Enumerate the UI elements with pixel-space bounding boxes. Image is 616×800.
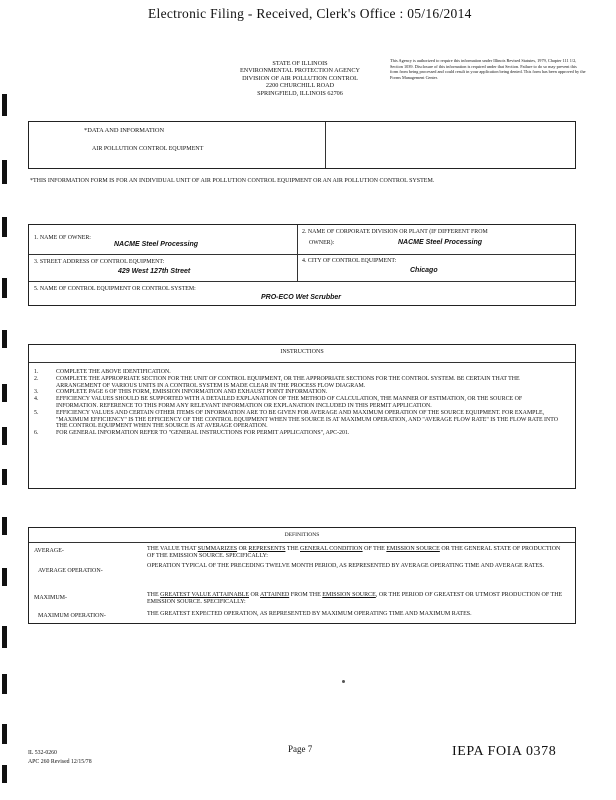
def-maximum-operation: THE GREATEST EXPECTED OPERATION, AS REPRESENTED BY MAXIMUM OPERATING TIME AND MAXIMUM RATES.: [147, 611, 472, 617]
scan-mark: [2, 674, 7, 694]
scan-mark: [2, 568, 7, 586]
form-revision: APC 260 Revised 12/15/78: [28, 759, 92, 765]
scan-mark: [2, 94, 7, 116]
scan-mark: [2, 517, 7, 535]
agency-name: ENVIRONMENTAL PROTECTION AGENCY: [240, 67, 360, 75]
address-value: 429 West 127th Street: [118, 268, 191, 275]
scan-mark: [2, 469, 7, 485]
scope-note: *THIS INFORMATION FORM IS FOR AN INDIVIDUAL UNIT OF AIR POLLUTION CONTROL EQUIPMENT OR AN AIR POLLUTION CONTROL SYSTEM.: [30, 178, 435, 184]
def-maximum: THE GREATEST VALUE ATTAINABLE OR ATTAINED FROM THE EMISSION SOURCE, OR THE PERIOD OF GREATEST OR UTMOST PRODUCTION OF THE EMISSION SOURCE. SPECIFICALLY:: [147, 592, 563, 605]
scan-mark: [2, 330, 7, 348]
scan-mark: [2, 427, 7, 445]
form-subtitle: AIR POLLUTION CONTROL EQUIPMENT: [92, 146, 204, 152]
equipment-label: 5. NAME OF CONTROL EQUIPMENT OR CONTROL SYSTEM:: [34, 286, 196, 292]
instruction-item: 4. EFFICIENCY VALUES SHOULD BE SUPPORTED WITH A DETAILED EXPLANATION OF THE METHOD OF CALCULATION, THE MANNER OF ESTIMATION, OR THE SOURCE OF INFORMATION. REFERENCE TO THIS FORM ANY RELEVANT INFORMATION OR EXPLANATION INCLUDED IN THIS PERMIT APPLICATION.: [34, 396, 523, 409]
term-average: AVERAGE-: [34, 548, 64, 554]
city-label: 4. CITY OF CONTROL EQUIPMENT:: [302, 258, 397, 264]
form-number: IL 532-0260: [28, 750, 57, 756]
division-label-cont: OWNER):: [309, 240, 335, 246]
city-value: Chicago: [410, 267, 438, 274]
instruction-item: 1. COMPLETE THE ABOVE IDENTIFICATION.: [34, 369, 171, 375]
owner-value: NACME Steel Processing: [114, 241, 199, 248]
address-label: 3. STREET ADDRESS OF CONTROL EQUIPMENT:: [34, 259, 165, 265]
agency-state: STATE OF ILLINOIS: [272, 60, 328, 67]
disclosure-notice: This Agency is authorized to require this information under Illinois Revised Statutes, 1979, Chapter 111 1/2, Section 1039. Disclosure of this information is required under that Section. Failure to do so may prevent this form from being processed and could result in your application being denied. This form has been approved by the Forms Management Center.: [390, 58, 586, 80]
foia-stamp: IEPA FOIA 0378: [452, 744, 557, 759]
filing-stamp: Electronic Filing - Received, Clerk's Office : 05/16/2014: [148, 6, 472, 21]
scan-mark: [2, 217, 7, 237]
agency-header: [210, 60, 390, 97]
def-average-operation: OPERATION TYPICAL OF THE PRECEDING TWELVE MONTH PERIOD, AS REPRESENTED BY AVERAGE OPERATING TIME AND AVERAGE RATES.: [147, 563, 545, 569]
page-number: Page 7: [288, 744, 313, 754]
title-box-divider: [325, 122, 326, 168]
agency-street: 2200 CHURCHILL ROAD: [265, 82, 335, 90]
instructions-title: INSTRUCTIONS: [280, 349, 324, 355]
scan-mark: [2, 724, 7, 744]
division-value: NACME Steel Processing: [398, 239, 483, 246]
scan-speck: [342, 680, 345, 683]
division-label: 2. NAME OF CORPORATE DIVISION OR PLANT (IF DIFFERENT FROM: [302, 229, 488, 235]
instructions-list: [34, 369, 560, 437]
term-maximum: MAXIMUM-: [34, 595, 67, 601]
definitions-title: DEFINITIONS: [284, 532, 320, 538]
term-maximum-operation: MAXIMUM OPERATION-: [38, 613, 106, 619]
agency-city: SPRINGFIELD, ILLINOIS 62706: [257, 89, 343, 97]
instruction-item: 6. FOR GENERAL INFORMATION REFER TO "GENERAL INSTRUCTIONS FOR PERMIT APPLICATIONS", APC-201.: [34, 430, 350, 437]
equipment-value: PRO-ECO Wet Scrubber: [261, 294, 341, 301]
term-average-operation: AVERAGE OPERATION-: [38, 568, 103, 574]
scan-mark: [2, 765, 7, 783]
form-title: *DATA AND INFORMATION: [84, 127, 165, 134]
scan-mark: [2, 626, 7, 648]
instruction-item: 3. COMPLETE PAGE 6 OF THIS FORM, EMISSION INFORMATION AND EXHAUST POINT INFORMATION.: [34, 389, 328, 396]
scan-mark: [2, 384, 7, 402]
agency-division: DIVISION OF AIR POLLUTION CONTROL: [242, 74, 358, 82]
def-average: THE VALUE THAT SUMMARIZES OR REPRESENTS THE GENERAL CONDITION OF THE EMISSION SOURCE OR THE GENERAL STATE OF PRODUCTION OF THE EMISSION SOURCE. SPECIFICALLY:: [147, 546, 561, 559]
scan-mark: [2, 278, 7, 298]
title-bullet: *: [84, 127, 88, 134]
scan-mark: [2, 160, 7, 184]
definitions-box: [28, 527, 576, 624]
instruction-item: 2. COMPLETE THE APPROPRIATE SECTION FOR THE UNIT OF CONTROL EQUIPMENT, OR THE APPROPRIATE SECTIONS FOR THE CONTROL SYSTEM. BE CERTAIN THAT THE ARRANGEMENT OF VARIOUS UNITS IN A CONTROL SYSTEM IS MADE CLEAR IN THE PROCESS FLOW DIAGRAM.: [34, 375, 520, 389]
instruction-item: 5. EFFICIENCY VALUES AND CERTAIN OTHER ITEMS OF INFORMATION ARE TO BE GIVEN FOR AVERAGE AND MAXIMUM OPERATION OF THE SOURCE EQUIPMENT. FOR EXAMPLE, "MAXIMUM EFFICIENCY" IS THE EFFICIENCY OF THE CONTROL EQUIPMENT WHEN THE SOURCE IS AT MAXIMUM OPERATION, AND "AVERAGE FLOW RATE" IS THE FLOW RATE INTO THE CONTROL EQUIPMENT WHEN THE SOURCE IS AT AVERAGE OPERATION.: [34, 409, 558, 430]
owner-label: 1. NAME OF OWNER:: [34, 235, 91, 241]
